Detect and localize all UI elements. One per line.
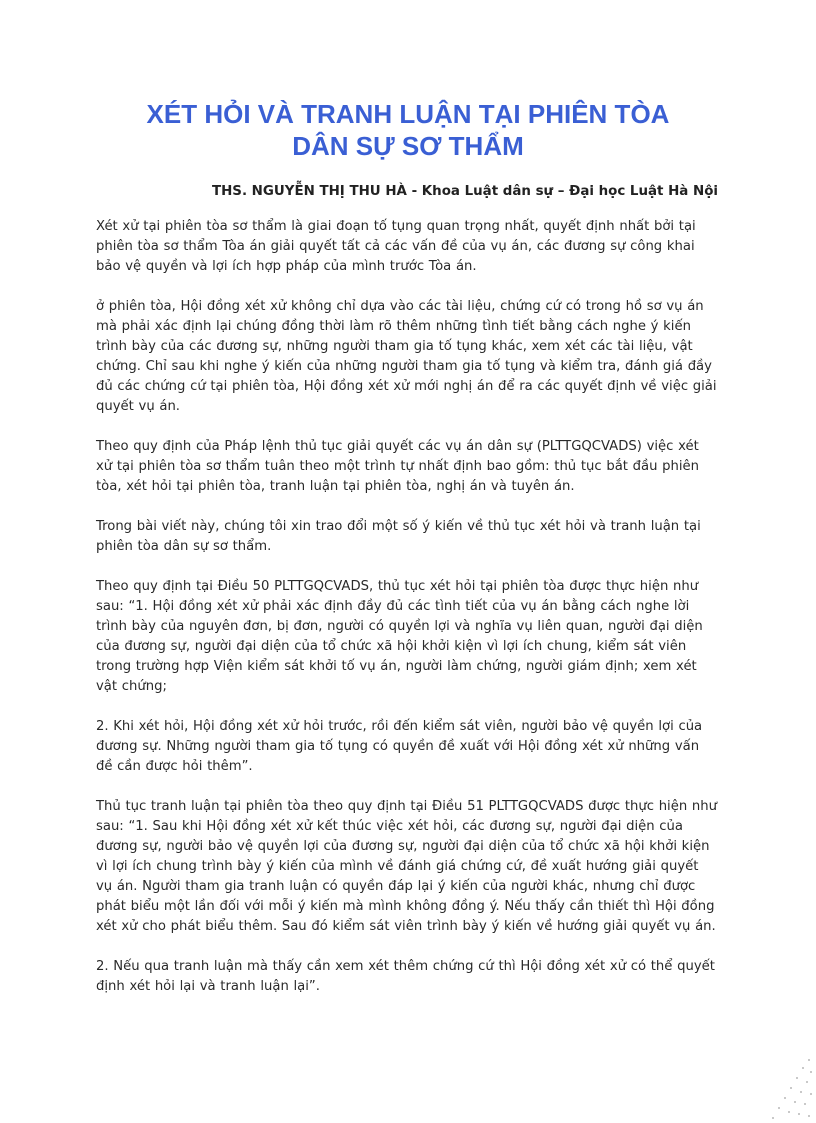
title-line-1: XÉT HỎI VÀ TRANH LUẬN TẠI PHIÊN TÒA [146, 99, 670, 129]
paragraph: Xét xử tại phiên tòa sơ thẩm là giai đoạn tố tụng quan trọng nhất, quyết định nhất bởi tại phiên tòa sơ thẩm Tòa án giải quyết tất cả các vấn đề của vụ án, các đương sự công khai bảo vệ quyền và lợi ích hợp pháp của mình trước Tòa án. [96, 219, 696, 274]
paragraph: Trong bài viết này, chúng tôi xin trao đổi một số ý kiến về thủ tục xét hỏi và tranh luận tại phiên tòa dân sự sơ thẩm. [96, 519, 701, 554]
paragraph: Theo quy định tại Điều 50 PLTTGQCVADS, thủ tục xét hỏi tại phiên tòa được thực hiện như sau: “1. Hội đồng xét xử phải xác định đầy đủ các tình tiết của vụ án bằng cách nghe lời trình bày của nguyên đơn, bị đơn, người có quyền lợi và nghĩa vụ liên quan, người đại diện của đương sự, người đại diện của tổ chức xã hội khởi kiện vì lợi ích chung, kiểm sát viên trong trường hợp Viện kiểm sát khởi tố vụ án, người làm chứng, người giám định; xem xét vật chứng; [96, 579, 703, 694]
document-body [96, 217, 718, 1017]
author-byline: THS. NGUYỄN THỊ THU HÀ - Khoa Luật dân sự – Đại học Luật Hà Nội [211, 184, 718, 199]
paragraph: 2. Khi xét hỏi, Hội đồng xét xử hỏi trước, rồi đến kiểm sát viên, người bảo vệ quyền lợi của đương sự. Những người tham gia tố tụng có quyền đề xuất với Hội đồng xét xử những vấn đề cần được hỏi thêm”. [96, 719, 703, 774]
document-title [60, 98, 756, 162]
paragraph: Theo quy định của Pháp lệnh thủ tục giải quyết các vụ án dân sự (PLTTGQCVADS) việc xét xử tại phiên tòa sơ thẩm tuân theo một trình tự nhất định bao gồm: thủ tục bắt đầu phiên tòa, xét hỏi tại phiên tòa, tranh luận tại phiên tòa, nghị án và tuyên án. [96, 439, 700, 494]
paragraph: Thủ tục tranh luận tại phiên tòa theo quy định tại Điều 51 PLTTGQCVADS được thực hiện như sau: “1. Sau khi Hội đồng xét xử kết thúc việc xét hỏi, các đương sự, người đại diện của đương sự, người bảo vệ quyền lợi của đương sự, người đại diện của tổ chức xã hội khởi kiện vì lợi ích chung trình bày ý kiến của mình về đánh giá chứng cứ, đề xuất hướng giải quyết vụ án. Người tham gia tranh luận có quyền đáp lại ý kiến của người khác, nhưng chỉ được phát biểu một lần đối với mỗi ý kiến mà mình không đồng ý. Nếu thấy cần thiết thì Hội đồng xét xử cho phát biểu thêm. Sau đó kiểm sát viên trình bày ý kiến về hướng giải quyết vụ án. [96, 799, 717, 934]
corner-dot-marks [756, 1053, 816, 1123]
title-line-2: DÂN SỰ SƠ THẨM [292, 131, 524, 161]
paragraph: ở phiên tòa, Hội đồng xét xử không chỉ dựa vào các tài liệu, chứng cứ có trong hồ sơ vụ án mà phải xác định lại chúng đồng thời làm rõ thêm những tình tiết bằng cách nghe ý kiến trình bày của các đương sự, những người tham gia tố tụng khác, xem xét các tài liệu, vật chứng. Chỉ sau khi nghe ý kiến của những người tham gia tố tụng và kiểm tra, đánh giá đầy đủ các chứng cứ tại phiên tòa, Hội đồng xét xử mới nghị án để ra các quyết định về việc giải quyết vụ án. [96, 299, 717, 414]
paragraph: 2. Nếu qua tranh luận mà thấy cần xem xét thêm chứng cứ thì Hội đồng xét xử có thể quyết định xét hỏi lại và tranh luận lại”. [96, 959, 715, 994]
